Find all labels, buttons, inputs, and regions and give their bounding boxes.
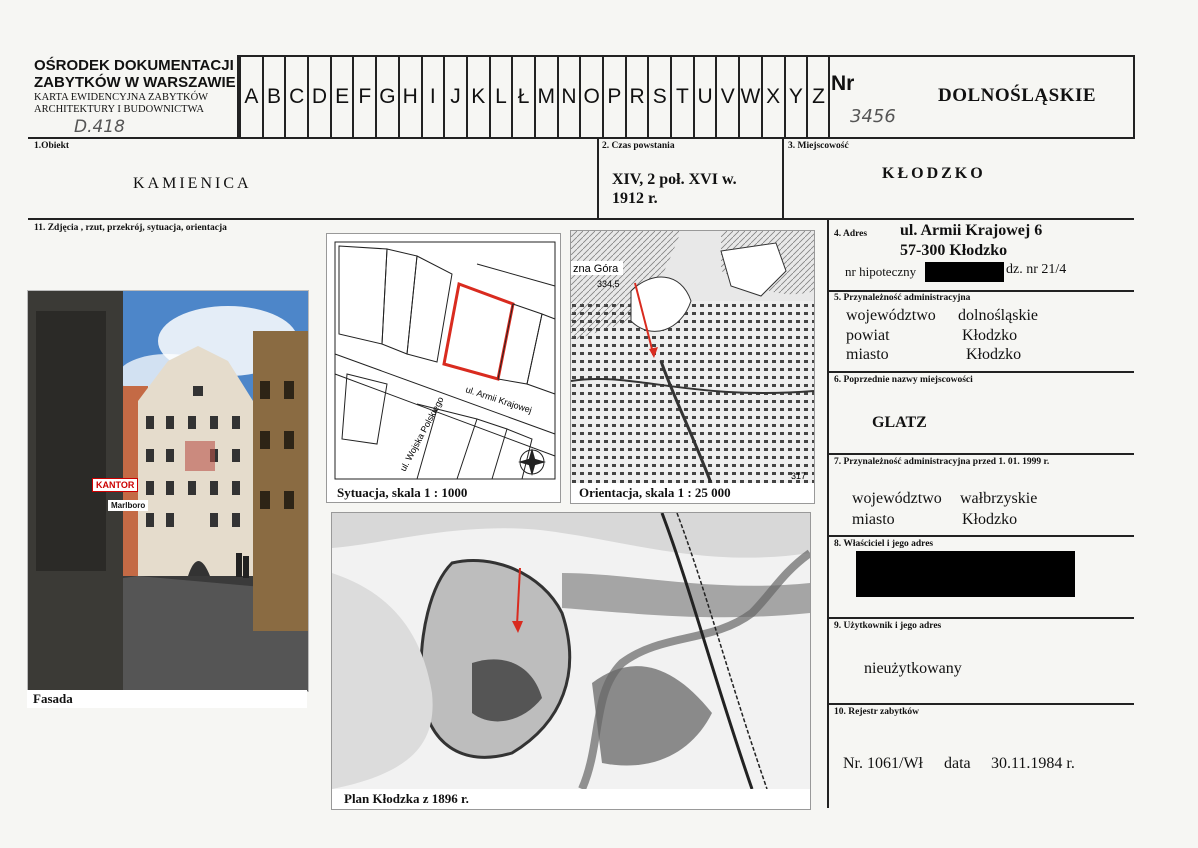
rejestr-nr: Nr. 1061/Wł bbox=[843, 755, 923, 772]
plan-1896-map bbox=[331, 512, 811, 810]
letter-cell: I bbox=[421, 56, 444, 138]
adres-label: 4. Adres bbox=[834, 229, 868, 239]
letter-cell: W bbox=[738, 56, 761, 138]
map-label-elev: 334,5 bbox=[597, 279, 620, 289]
right-column-divider bbox=[827, 218, 829, 808]
letter-cell: J bbox=[443, 56, 466, 138]
admin-row-2-value: Kłodzko bbox=[962, 327, 1018, 344]
nr-label: Nr bbox=[831, 72, 855, 95]
section8-bottom bbox=[829, 617, 1134, 619]
wlasciciel-label: 8. Właściciel i jego adres bbox=[834, 539, 934, 549]
header-top-border bbox=[237, 55, 1134, 57]
plan-caption: Plan Kłodzka z 1896 r. bbox=[344, 791, 469, 806]
row1-divider-1 bbox=[597, 137, 599, 220]
situation-map bbox=[326, 233, 561, 503]
letter-cell: F bbox=[352, 56, 375, 138]
admin-old-label: 7. Przynależność administracyjna przed 1. 01. 1999 r. bbox=[834, 457, 1050, 467]
nr-handwritten: 3456 bbox=[850, 106, 896, 127]
map-label-num: 317 bbox=[791, 471, 807, 481]
czas-line-1: XIV, 2 poł. XVI w. bbox=[612, 171, 737, 188]
miejscowosc-value: KŁODZKO bbox=[882, 165, 986, 182]
letter-cell: Z bbox=[806, 56, 829, 138]
admin-row-3-value: Kłodzko bbox=[966, 346, 1022, 363]
poprzednie-value: GLATZ bbox=[872, 414, 927, 431]
letter-cell: R bbox=[625, 56, 648, 138]
rejestr-data-label: data bbox=[944, 755, 971, 772]
admin-old-row-2-value: Kłodzko bbox=[962, 511, 1018, 528]
header-left-border bbox=[237, 55, 239, 139]
hipo-label: nr hipoteczny bbox=[845, 264, 917, 279]
czas-line-2: 1912 r. bbox=[612, 190, 658, 207]
letter-cell: C bbox=[284, 56, 307, 138]
card-type-line-1: KARTA EWIDENCYJNA ZABYTKÓW bbox=[34, 92, 209, 103]
uzytkownik-value: nieużytkowany bbox=[864, 660, 962, 677]
section6-bottom bbox=[829, 453, 1134, 455]
letter-cell: P bbox=[602, 56, 625, 138]
org-line-1: OŚRODEK DOKUMENTACJI bbox=[34, 57, 234, 74]
letter-cell: M bbox=[534, 56, 557, 138]
letter-cell: E bbox=[330, 56, 353, 138]
adres-line-2: 57-300 Kłodzko bbox=[900, 242, 1008, 259]
marlboro-sign: Marlboro bbox=[108, 500, 148, 511]
admin-row-2-key: powiat bbox=[846, 327, 890, 344]
zdjecia-label: 11. Zdjęcia , rzut, przekrój, sytuacja, orientacja bbox=[34, 223, 227, 233]
letter-index bbox=[239, 56, 829, 138]
letter-cell: X bbox=[761, 56, 784, 138]
sytuacja-caption: Sytuacja, skala 1 : 1000 bbox=[337, 485, 468, 500]
letter-cell: O bbox=[579, 56, 602, 138]
admin-row-3-key: miasto bbox=[846, 346, 889, 363]
letter-cell: Ł bbox=[511, 56, 534, 138]
letter-cell: H bbox=[398, 56, 421, 138]
rejestr-label: 10. Rejestr zabytków bbox=[834, 707, 920, 717]
row1-bottom-border bbox=[28, 218, 1134, 220]
czas-label: 2. Czas powstania bbox=[602, 141, 675, 151]
section4-bottom bbox=[829, 290, 1134, 292]
letter-cell: A bbox=[239, 56, 262, 138]
dz-value: dz. nr 21/4 bbox=[1006, 262, 1067, 277]
header-right-border bbox=[1133, 55, 1135, 139]
region-name: DOLNOŚLĄSKIE bbox=[938, 85, 1097, 106]
letter-cell: S bbox=[647, 56, 670, 138]
section5-bottom bbox=[829, 371, 1134, 373]
letter-cell: U bbox=[693, 56, 716, 138]
letter-cell: T bbox=[670, 56, 693, 138]
letter-cell: G bbox=[375, 56, 398, 138]
poprzednie-label: 6. Poprzednie nazwy miejscowości bbox=[834, 375, 973, 385]
redaction-hipo bbox=[925, 262, 1004, 282]
street-label-armii: ul. Armii Krajowej bbox=[464, 384, 534, 416]
adres-line-1: ul. Armii Krajowej 6 bbox=[900, 222, 1043, 239]
admin-row-1-key: województwo bbox=[846, 307, 936, 324]
fasada-caption: Fasada bbox=[33, 691, 73, 706]
kantor-sign: KANTOR bbox=[92, 478, 138, 492]
admin-old-row-1-value: wałbrzyskie bbox=[960, 490, 1038, 507]
admin-label: 5. Przynależność administracyjna bbox=[834, 293, 971, 303]
facade-photo bbox=[27, 290, 309, 692]
admin-row-1-value: dolnośląskie bbox=[958, 307, 1038, 324]
letter-cell: V bbox=[715, 56, 738, 138]
section7-bottom bbox=[829, 535, 1134, 537]
row1-divider-2 bbox=[782, 137, 784, 220]
org-line-2: ZABYTKÓW W WARSZAWIE bbox=[34, 74, 236, 91]
letter-cell: N bbox=[557, 56, 580, 138]
section9-bottom bbox=[829, 703, 1134, 705]
orientation-map bbox=[570, 230, 815, 504]
uzytkownik-label: 9. Użytkownik i jego adres bbox=[834, 621, 942, 631]
letter-cell: D bbox=[307, 56, 330, 138]
handwritten-code: D.418 bbox=[74, 117, 125, 137]
card-type bbox=[34, 92, 208, 116]
map-label-gora: zna Góra bbox=[573, 263, 619, 275]
card-type-line-2: ARCHITEKTURY I BUDOWNICTWA bbox=[34, 104, 204, 115]
street-label-wojska: ul. Wojska Polskiego bbox=[397, 395, 446, 473]
header-bottom-border bbox=[28, 137, 1134, 139]
orientacja-caption: Orientacja, skala 1 : 25 000 bbox=[579, 485, 731, 500]
letter-cell: L bbox=[489, 56, 512, 138]
letter-cell: B bbox=[262, 56, 285, 138]
miejscowosc-label: 3. Miejscowość bbox=[788, 141, 849, 151]
letter-cell: K bbox=[466, 56, 489, 138]
letter-cell: Y bbox=[784, 56, 807, 138]
admin-old-row-1-key: województwo bbox=[852, 490, 942, 507]
rejestr-date: 30.11.1984 r. bbox=[991, 755, 1075, 772]
org-name bbox=[34, 57, 236, 91]
redaction-owner bbox=[856, 551, 1075, 597]
obiekt-value: KAMIENICA bbox=[133, 175, 252, 192]
obiekt-label: 1.Obiekt bbox=[34, 141, 70, 151]
admin-old-row-2-key: miasto bbox=[852, 511, 895, 528]
header-nr-divider bbox=[828, 55, 830, 139]
